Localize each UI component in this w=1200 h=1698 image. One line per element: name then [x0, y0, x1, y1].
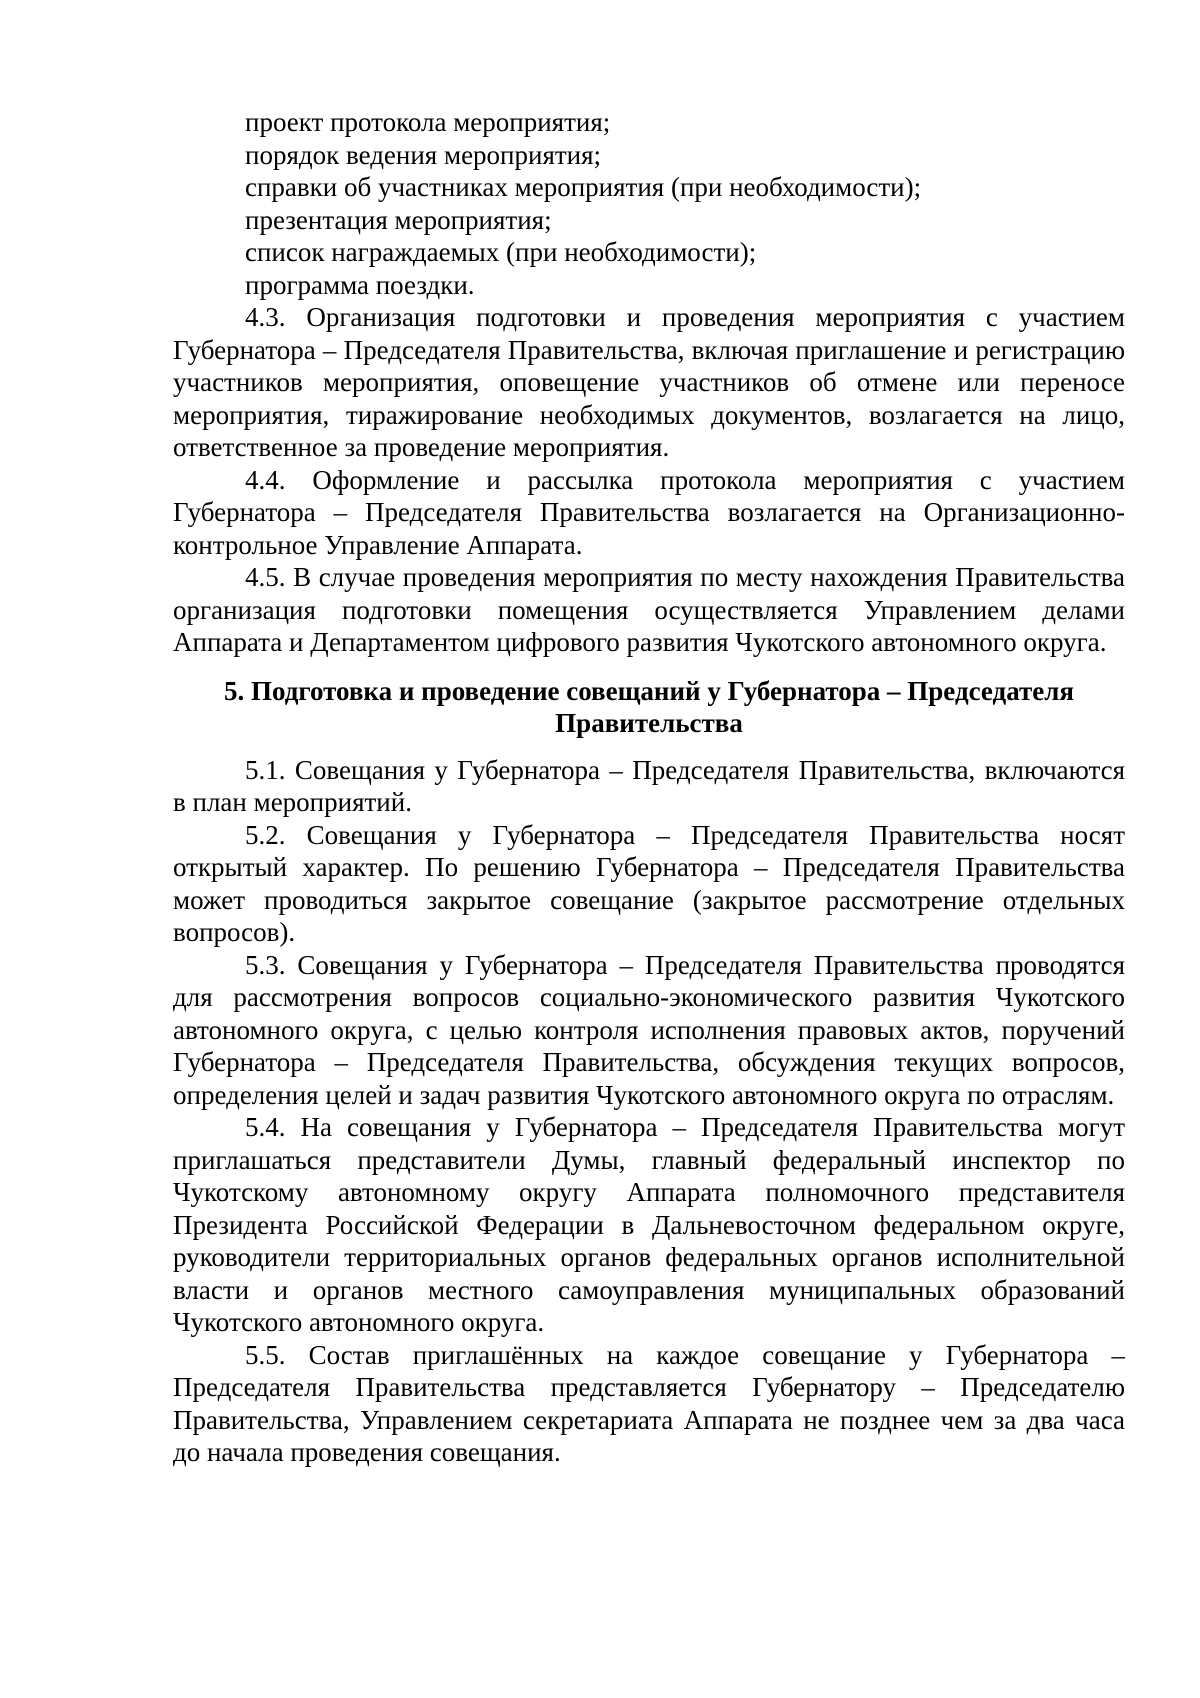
- list-item: проект протокола мероприятия;: [245, 107, 611, 137]
- list-item: порядок ведения мероприятия;: [245, 139, 602, 170]
- list-item: презентация мероприятия;: [245, 204, 552, 235]
- paragraph-5-1: 5.1. Совещания у Губернатора – Председателя Правительства, включаются в план мероприятий.: [173, 754, 1125, 817]
- paragraph-4-4: 4.4. Оформление и рассылка протокола мероприятия с участием Губернатора – Председателя Правительства возлагается на Организационно-контрольное Управление Аппарата.: [173, 464, 1125, 560]
- paragraph-4-5: 4.5. В случае проведения мероприятия по месту нахождения Правительства организация подготовки помещения осуществляется Управлением делами Аппарата и Департаментом цифрового развития Чукотского автономного округа.: [173, 562, 1125, 657]
- section-5-heading: [173, 675, 1125, 740]
- list-item: программа поездки.: [245, 269, 475, 300]
- document-page: [173, 106, 1125, 1469]
- paragraph-5-2: 5.2. Совещания у Губернатора – Председателя Правительства носят открытый характер. По решению Губернатора – Председателя Правительства может проводиться закрытое совещание (закрытое рассмотрение отдельных вопросов).: [173, 819, 1125, 947]
- paragraph-4-3: 4.3. Организация подготовки и проведения мероприятия с участием Губернатора – Председателя Правительства, включая приглашение и регистрацию участников мероприятия, оповещение участников об отмене или переносе мероприятия, тиражирование необходимых документов, возлагается на лицо, ответственное за проведение мероприятия.: [173, 302, 1125, 462]
- paragraph-5-4: 5.4. На совещания у Губернатора – Председателя Правительства могут приглашаться представители Думы, главный федеральный инспектор по Чукотскому автономному округу Аппарата полномочного представителя Президента Российской Федерации в Дальневосточном федеральном округе, руководители территориальных органов федеральных органов исполнительной власти и органов местного самоуправления муниципальных образований Чукотского автономного округа.: [173, 1112, 1125, 1337]
- attachments-list: [173, 106, 1125, 301]
- section-5-heading-line2: Правительства: [555, 708, 743, 738]
- paragraph-5-5: 5.5. Состав приглашённых на каждое совещание у Губернатора – Председателя Правительства представляется Губернатору – Председателю Правительства, Управлением секретариата Аппарата не позднее чем за два часа до начала проведения совещания.: [173, 1339, 1125, 1467]
- list-item: список награждаемых (при необходимости);: [245, 237, 757, 267]
- list-item: справки об участниках мероприятия (при необходимости);: [245, 172, 922, 202]
- section-5-heading-line1: 5. Подготовка и проведение совещаний у Губернатора – Председателя: [224, 675, 1074, 706]
- paragraph-5-3: 5.3. Совещания у Губернатора – Председателя Правительства проводятся для рассмотрения вопросов социально-экономического развития Чукотского автономного округа, с целью контроля исполнения правовых актов, поручений Губернатора – Председателя Правительства, обсуждения текущих вопросов, определения целей и задач развития Чукотского автономного округа по отраслям.: [173, 949, 1125, 1110]
